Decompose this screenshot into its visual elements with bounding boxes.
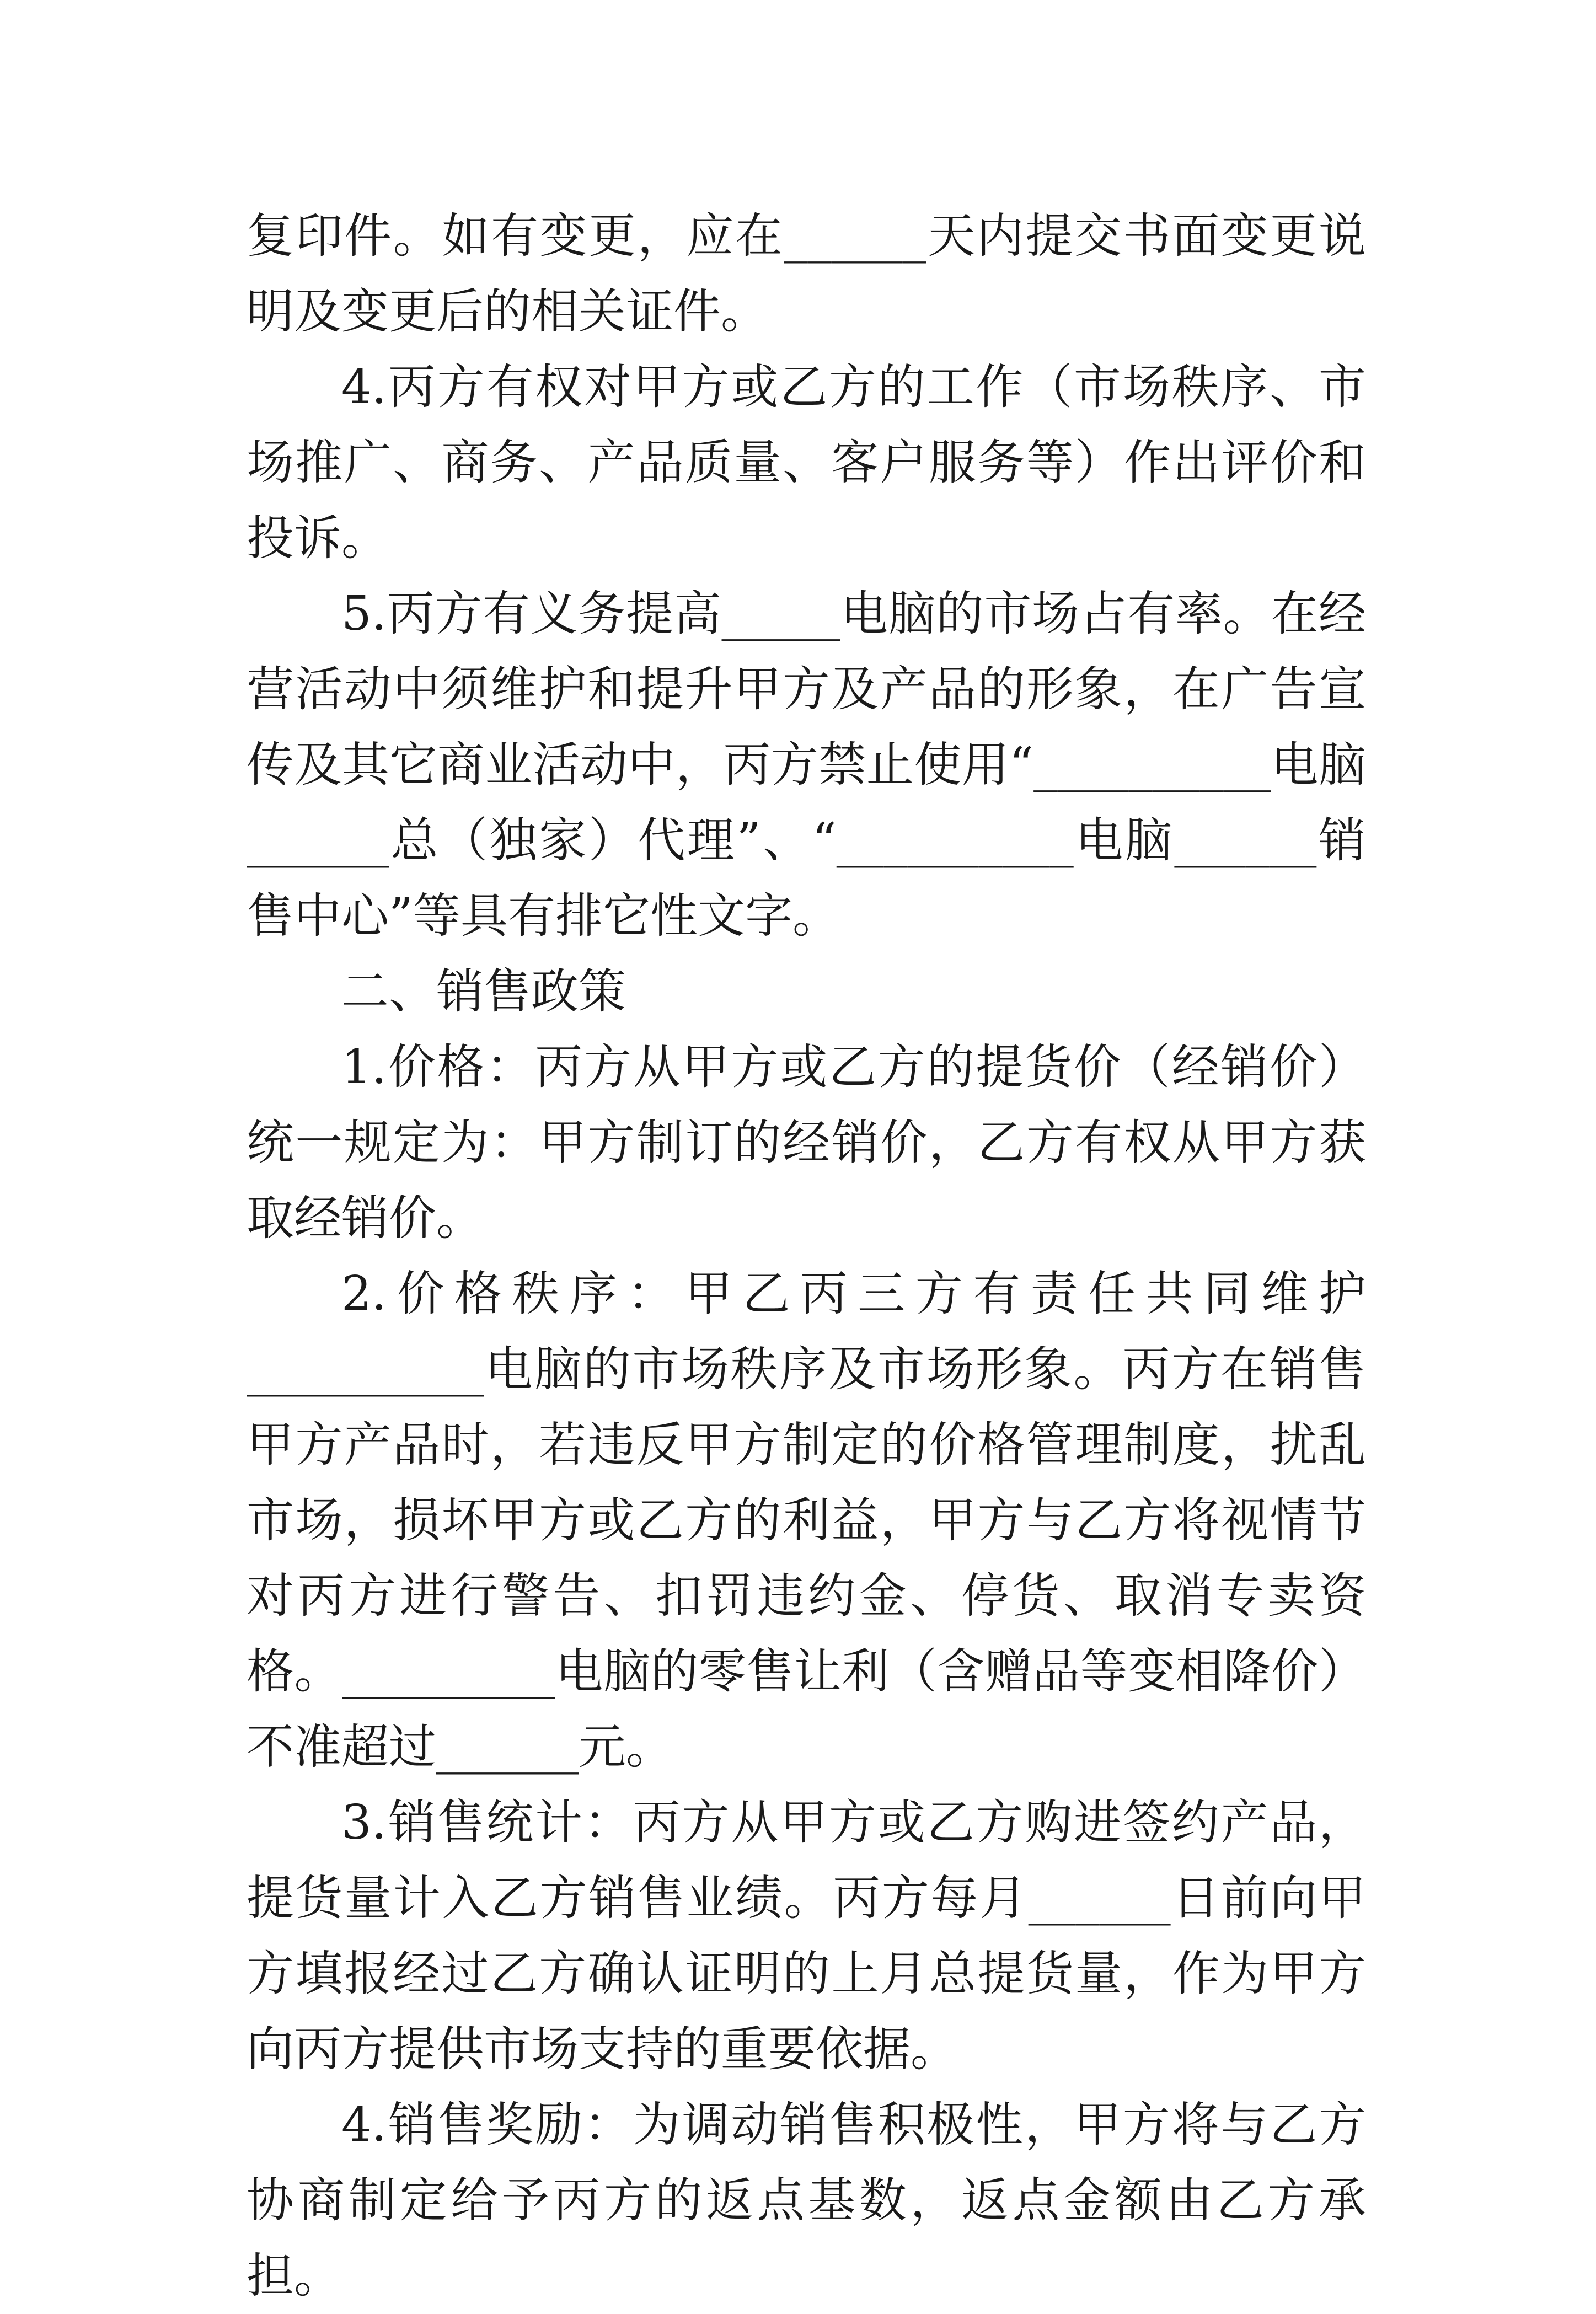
paragraph-sales-statistics: 3.销售统计：丙方从甲方或乙方购进签约产品，提货量计入乙方销售业绩。丙方每月______日前向甲方填报经过乙方确认证明的上月总提货量，作为甲方向丙方提供市场支持的重要依据。 <box>247 1795 1366 2077</box>
document-body <box>247 199 1366 2314</box>
paragraph-clause-5: 5.丙方有义务提高_____电脑的市场占有率。在经营活动中须维护和提升甲方及产品的形象，在广告宣传及其它商业活动中，丙方禁止使用“__________电脑______总（独家）代理”、“__________电脑______销售中心”等具有排它性文字。 <box>247 586 1366 944</box>
paragraph-clause-4: 4.丙方有权对甲方或乙方的工作（市场秩序、市场推广、商务、产品质量、客户服务等）作出评价和投诉。 <box>247 360 1366 566</box>
section-heading-sales-policy: 二、销售政策 <box>341 964 626 1019</box>
paragraph-sales-reward: 4.销售奖励：为调动销售积极性，甲方将与乙方协商制定给予丙方的返点基数，返点金额由乙方承担。 <box>247 2097 1366 2304</box>
paragraph-price-order: 2.价格秩序：甲乙丙三方有责任共同维护__________电脑的市场秩序及市场形象。丙方在销售甲方产品时，若违反甲方制定的价格管理制度，扰乱市场，损坏甲方或乙方的利益，甲方与乙方将视情节对丙方进行警告、扣罚违约金、停货、取消专卖资格。_________电脑的零售让利（含赠品等变相降价）不准超过______元。 <box>247 1266 1366 1775</box>
paragraph-price: 1.价格：丙方从甲方或乙方的提货价（经销价）统一规定为：甲方制订的经销价，乙方有权从甲方获取经销价。 <box>247 1040 1366 1246</box>
paragraph-continuation: 复印件。如有变更，应在______天内提交书面变更说明及变更后的相关证件。 <box>247 208 1366 339</box>
